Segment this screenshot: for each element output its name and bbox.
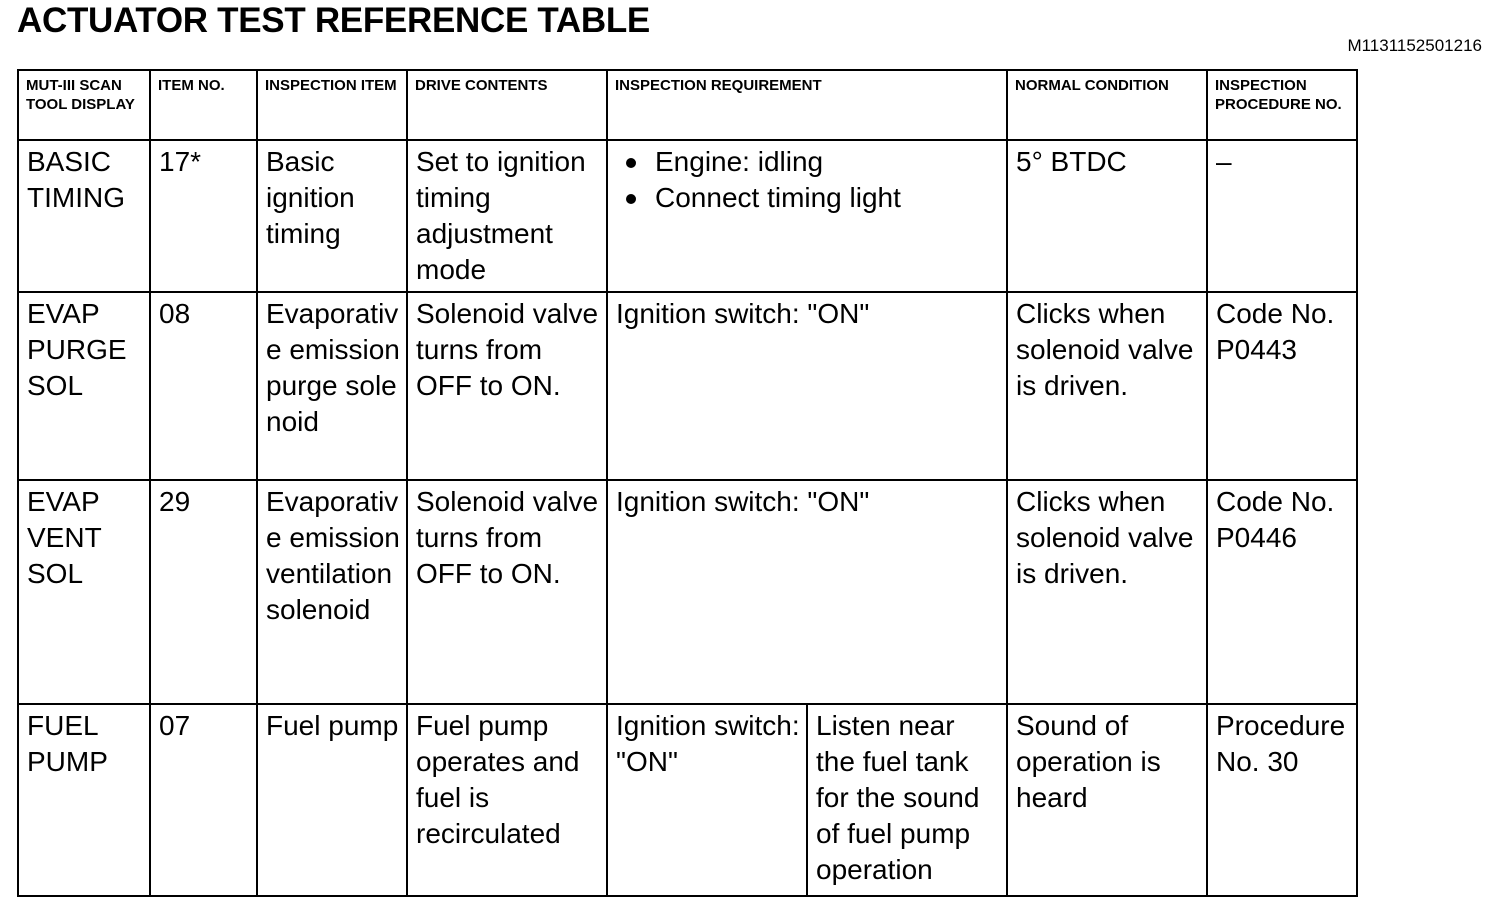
requirement-list	[616, 144, 1000, 216]
cell-display: FUEL PUMP	[18, 704, 150, 896]
list-item: Engine: idling	[616, 144, 1000, 180]
cell-inspection-item: Fuel pump	[257, 704, 407, 896]
cell-inspection-requirement	[607, 140, 1007, 292]
table-row	[18, 140, 1357, 292]
cell-normal-condition: Sound of operation is heard	[1007, 704, 1207, 896]
header-item-no: ITEM NO.	[150, 70, 257, 140]
cell-requirement-detail: Listen near the fuel tank for the sound of fuel pump operation	[807, 704, 1007, 896]
header-normal-condition: NORMAL CONDITION	[1007, 70, 1207, 140]
table-row	[18, 480, 1357, 704]
cell-drive-contents: Fuel pump operates and fuel is recirculated	[407, 704, 607, 896]
cell-procedure-no: Procedure No. 30	[1207, 704, 1357, 896]
cell-display: BASIC TIMING	[18, 140, 150, 292]
table-row	[18, 704, 1357, 896]
header-inspection-requirement: INSPECTION REQUIREMENT	[607, 70, 1007, 140]
cell-item-no: 29	[150, 480, 257, 704]
cell-procedure-no: –	[1207, 140, 1357, 292]
cell-procedure-no: Code No. P0446	[1207, 480, 1357, 704]
header-procedure-no: INSPECTION PROCEDURE NO.	[1207, 70, 1357, 140]
cell-inspection-item: Evaporative emission purge solenoid	[257, 292, 407, 480]
header-inspection-item: INSPECTION ITEM	[257, 70, 407, 140]
cell-item-no: 08	[150, 292, 257, 480]
cell-normal-condition: 5° BTDC	[1007, 140, 1207, 292]
table-header-row	[18, 70, 1357, 140]
cell-inspection-requirement: Ignition switch: "ON"	[607, 292, 1007, 480]
cell-procedure-no: Code No. P0443	[1207, 292, 1357, 480]
document-id: M1131152501216	[1347, 36, 1482, 55]
list-item: Connect timing light	[616, 180, 1000, 216]
page-title: ACTUATOR TEST REFERENCE TABLE	[17, 1, 650, 40]
header-display: MUT-III SCAN TOOL DISPLAY	[18, 70, 150, 140]
cell-inspection-requirement: Ignition switch: "ON"	[607, 480, 1007, 704]
cell-drive-contents: Set to ignition timing adjustment mode	[407, 140, 607, 292]
cell-inspection-requirement: Ignition switch: "ON"	[607, 704, 807, 896]
cell-item-no: 17*	[150, 140, 257, 292]
table-row	[18, 292, 1357, 480]
cell-display: EVAP VENT SOL	[18, 480, 150, 704]
cell-inspection-item: Evaporative emission ventilation solenoid	[257, 480, 407, 704]
header-drive-contents: DRIVE CONTENTS	[407, 70, 607, 140]
cell-inspection-item: Basic ignition timing	[257, 140, 407, 292]
cell-display: EVAP PURGE SOL	[18, 292, 150, 480]
cell-drive-contents: Solenoid valve turns from OFF to ON.	[407, 292, 607, 480]
cell-item-no: 07	[150, 704, 257, 896]
actuator-test-table	[17, 69, 1358, 897]
cell-normal-condition: Clicks when solenoid valve is driven.	[1007, 292, 1207, 480]
cell-normal-condition: Clicks when solenoid valve is driven.	[1007, 480, 1207, 704]
cell-drive-contents: Solenoid valve turns from OFF to ON.	[407, 480, 607, 704]
